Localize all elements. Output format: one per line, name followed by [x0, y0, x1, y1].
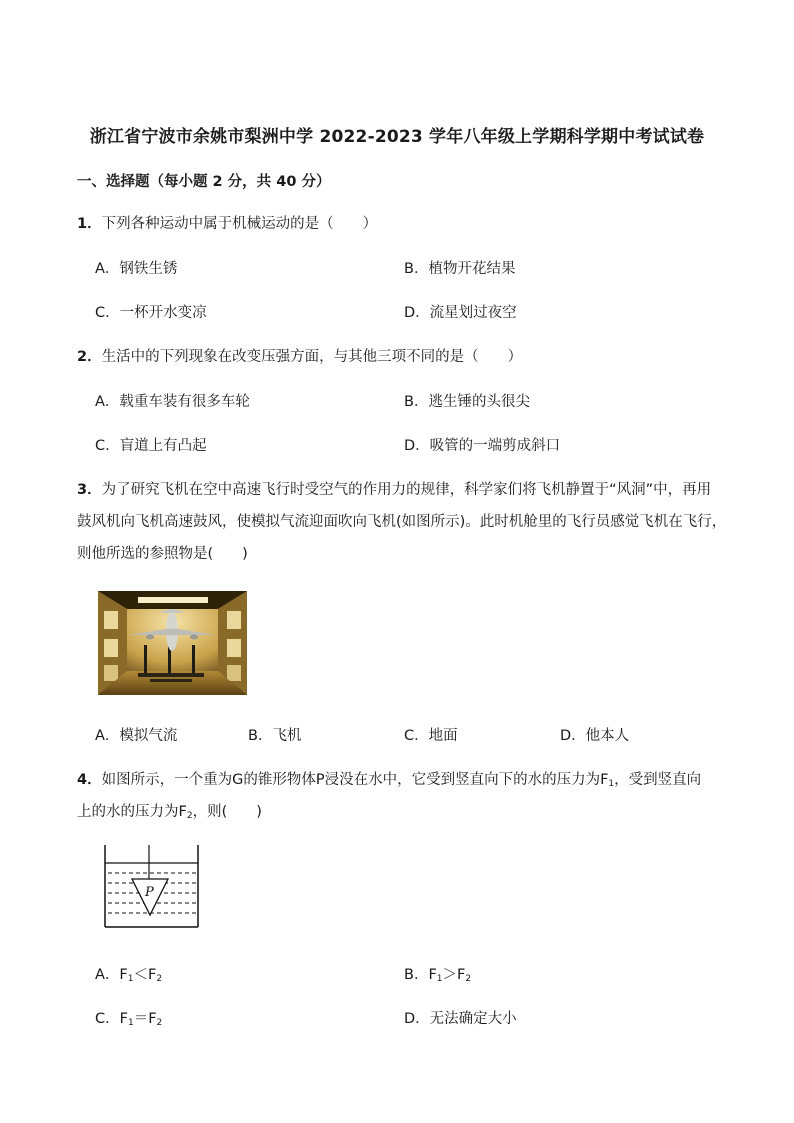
q3-option-d: D．他本人 [560, 728, 630, 744]
question-3-line-3: 则他所选的参照物是( ) [77, 546, 248, 562]
subscript: 1 [436, 974, 443, 984]
q1-option-c: C．一杯开水变凉 [95, 305, 207, 321]
question-number: 1． [77, 216, 102, 232]
option-text: ＜F [133, 967, 157, 983]
option-text: ＝F [133, 1011, 157, 1027]
subscript: 1 [608, 779, 615, 789]
wind-tunnel-photo [98, 591, 247, 695]
question-text: 生活中的下列现象在改变压强方面，与其他三项不同的是（ ） [101, 349, 523, 365]
question-text-a: 上的水的压力为F [77, 804, 187, 820]
question-4-line-2 [77, 800, 262, 821]
subscript: 1 [127, 1018, 134, 1028]
subscript: 2 [465, 974, 472, 984]
question-3-line-2: 鼓风机向飞机高速鼓风，使模拟气流迎面吹向飞机(如图所示)。此时机舱里的飞行员感觉飞机在飞行， [77, 514, 727, 530]
question-text-b: ，受到竖直向 [614, 772, 702, 788]
question-4 [77, 768, 701, 789]
question-number: 4． [77, 772, 102, 788]
question-text-line-1: 为了研究飞机在空中高速飞行时受空气的作用力的规律，科学家们将飞机静置于“风洞”中，再用 [101, 482, 712, 498]
question-text: 下列各种运动中属于机械运动的是（ ） [101, 216, 378, 232]
exam-title: 浙江省宁波市余姚市梨洲中学 2022-2023 学年八年级上学期科学期中考试试卷 [89, 127, 705, 147]
q1-option-d: D．流星划过夜空 [404, 305, 517, 321]
question-3 [77, 478, 711, 499]
q2-option-a: A．载重车装有很多车轮 [95, 394, 250, 410]
submerged-cone-diagram [102, 843, 202, 931]
section-heading: 一、选择题（每小题 2 分，共 40 分） [77, 174, 331, 190]
subscript: 1 [127, 974, 134, 984]
question-1 [77, 212, 377, 233]
q1-option-a: A．钢铁生锈 [95, 261, 178, 277]
option-text: A．F [95, 967, 128, 983]
option-text: C．F [95, 1011, 128, 1027]
question-text-b: ，则( ) [192, 804, 262, 820]
subscript: 2 [186, 811, 193, 821]
q4-option-a [95, 963, 162, 984]
cone-label: P [145, 885, 154, 900]
option-text: B．F [404, 967, 437, 983]
q4-option-d: D．无法确定大小 [404, 1011, 517, 1027]
q4-option-b [404, 963, 471, 984]
q2-option-c: C．盲道上有凸起 [95, 438, 207, 454]
q4-option-c [95, 1007, 162, 1028]
q1-option-b: B．植物开花结果 [404, 261, 516, 277]
q3-option-c: C．地面 [404, 728, 458, 744]
question-number: 2． [77, 349, 102, 365]
q3-option-b: B．飞机 [248, 728, 302, 744]
q2-option-d: D．吸管的一端剪成斜口 [404, 438, 561, 454]
subscript: 2 [156, 1018, 163, 1028]
q3-option-a: A．模拟气流 [95, 728, 178, 744]
question-2 [77, 345, 522, 366]
question-text-a: 如图所示，一个重为G的锥形物体P浸没在水中，它受到竖直向下的水的压力为F [101, 772, 609, 788]
option-text: ＞F [442, 967, 466, 983]
subscript: 2 [156, 974, 163, 984]
question-number: 3． [77, 482, 102, 498]
q2-option-b: B．逃生锤的头很尖 [404, 394, 530, 410]
